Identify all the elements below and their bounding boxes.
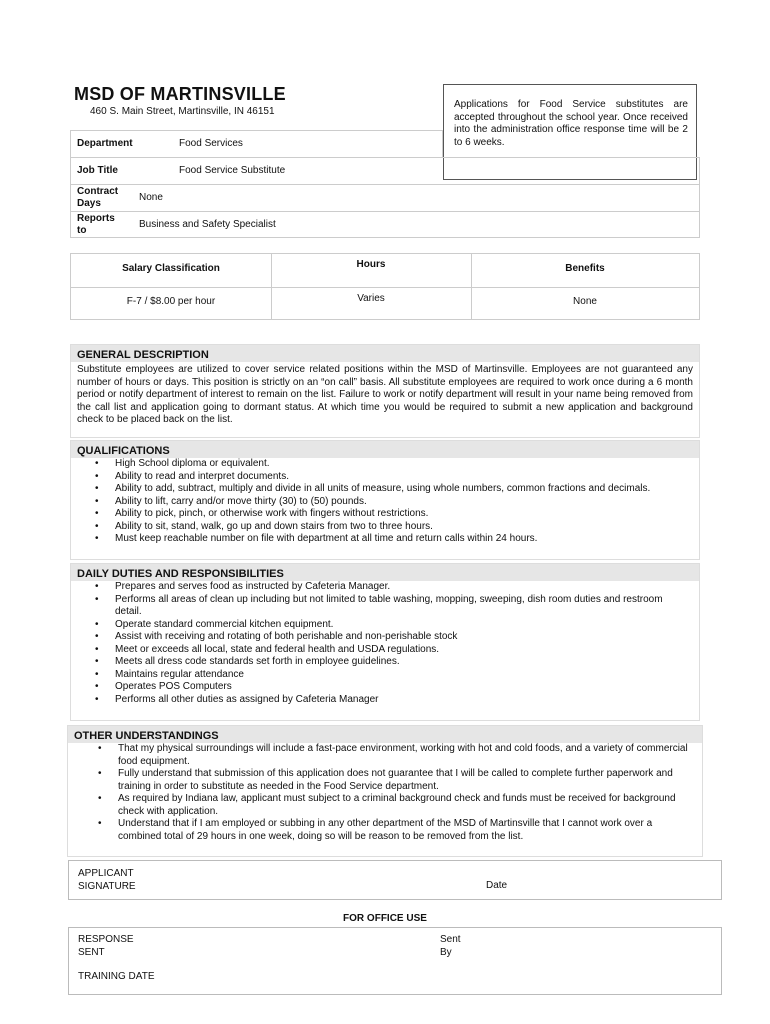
department-label: Department bbox=[77, 138, 133, 149]
general-description-section bbox=[70, 344, 700, 438]
response-sent-label bbox=[78, 934, 134, 959]
other-understandings-section bbox=[67, 725, 703, 857]
list-item: • Assist with receiving and rotating of both perishable and non-perishable stock bbox=[115, 631, 679, 644]
salary-table bbox=[70, 253, 700, 320]
hours-value: Varies bbox=[357, 293, 385, 304]
qualifications-list bbox=[71, 458, 699, 546]
list-item: • Maintains regular attendance bbox=[115, 669, 679, 682]
daily-duties-heading: DAILY DUTIES AND RESPONSIBILITIES bbox=[71, 564, 699, 581]
list-item: • As required by Indiana law, applicant must subject to a criminal background check and funds must be received for background check with application. bbox=[118, 793, 688, 818]
training-date-label: TRAINING DATE bbox=[78, 971, 155, 982]
applicant-label-line1: APPLICANT bbox=[78, 868, 134, 879]
list-item: • Ability to add, subtract, multiply and divide in all units of measure, using whole numbers, common fractions and decimals. bbox=[115, 483, 699, 496]
benefits-column bbox=[471, 254, 699, 319]
list-item: • Fully understand that submission of this application does not guarantee that I will be called to complete further paperwork and training in order to substitute as needed in the Food Service department. bbox=[118, 768, 688, 793]
qualifications-section bbox=[70, 440, 700, 560]
list-item: • Must keep reachable number on file with department at all time and return calls within 24 hours. bbox=[115, 533, 699, 546]
qualifications-heading: QUALIFICATIONS bbox=[71, 441, 699, 458]
list-item: • Meets all dress code standards set forth in employee guidelines. bbox=[115, 656, 679, 669]
reports-label-line2: to bbox=[77, 225, 87, 236]
office-use-heading: FOR OFFICE USE bbox=[343, 913, 427, 924]
contract-days-row bbox=[70, 184, 700, 211]
daily-duties-section bbox=[70, 563, 700, 721]
applicant-label-line2: SIGNATURE bbox=[78, 880, 136, 892]
department-value: Food Services bbox=[179, 138, 243, 149]
salary-classification-value: F-7 / $8.00 per hour bbox=[126, 296, 216, 307]
response-label-line2: SENT bbox=[78, 946, 105, 958]
department-row bbox=[70, 130, 443, 157]
general-description-heading: GENERAL DESCRIPTION bbox=[71, 345, 699, 362]
reports-to-row bbox=[70, 211, 700, 238]
sent-by-label bbox=[440, 934, 461, 959]
job-title-value: Food Service Substitute bbox=[179, 165, 286, 176]
application-notice-text: Applications for Food Service substitutes are accepted throughout the school year. Once received into the administration office response time will be 2 to 6 weeks. bbox=[454, 99, 688, 148]
sent-label-line2: By bbox=[440, 946, 452, 958]
salary-classification-header: Salary Classification bbox=[122, 263, 220, 274]
list-item: • Ability to lift, carry and/or move thirty (30) to (50) pounds. bbox=[115, 496, 699, 509]
reports-label-line1: Reports bbox=[77, 213, 115, 224]
job-title-label: Job Title bbox=[77, 165, 118, 176]
list-item: • Meet or exceeds all local, state and federal health and USDA regulations. bbox=[115, 644, 679, 657]
job-title-row bbox=[70, 157, 700, 184]
reports-to-value: Business and Safety Specialist bbox=[139, 219, 276, 230]
applicant-signature-label bbox=[78, 868, 136, 893]
benefits-value: None bbox=[573, 296, 597, 307]
list-item: • Operates POS Computers bbox=[115, 681, 679, 694]
contract-label-line2: Days bbox=[77, 198, 101, 209]
response-label-line1: RESPONSE bbox=[78, 934, 134, 945]
hours-column bbox=[271, 254, 472, 319]
date-label: Date bbox=[486, 880, 508, 891]
general-description-text: Substitute employees are utilized to cover service related positions within the MSD of Martinsville. Employees are not guaranteed any number of hours or days. This position is strictly on an “on call” basis. All substitute employees are required to work once during a 6 month period or notify department of interest to remain on the list. Failure to work or notify department will result in your name being removed from the call list and application going to dormant status. At which time you would be required to submit a new application and background check to be placed back on the list. bbox=[77, 364, 693, 425]
daily-duties-list bbox=[71, 581, 699, 706]
list-item: • Performs all other duties as assigned by Cafeteria Manager bbox=[115, 694, 679, 707]
contract-days-label bbox=[77, 186, 118, 210]
list-item: • Ability to sit, stand, walk, go up and down stairs from two to three hours. bbox=[115, 521, 699, 534]
reports-to-label bbox=[77, 213, 115, 237]
sent-label-line1: Sent bbox=[440, 934, 461, 945]
list-item: • Operate standard commercial kitchen equipment. bbox=[115, 619, 679, 632]
salary-classification-column bbox=[71, 254, 272, 319]
org-address: 460 S. Main Street, Martinsville, IN 46151 bbox=[90, 106, 275, 117]
org-name: MSD OF MARTINSVILLE bbox=[74, 84, 286, 104]
contract-label-line1: Contract bbox=[77, 186, 119, 197]
job-info-table bbox=[70, 130, 700, 238]
list-item: • Prepares and serves food as instructed by Cafeteria Manager. bbox=[115, 581, 679, 594]
benefits-header: Benefits bbox=[565, 263, 605, 274]
list-item: • Ability to read and interpret documents. bbox=[115, 471, 699, 484]
signature-box[interactable] bbox=[68, 860, 722, 900]
list-item: • High School diploma or equivalent. bbox=[115, 458, 699, 471]
list-item: • That my physical surroundings will include a fast-pace environment, working with hot and cold foods, and a variety of commercial food equipment. bbox=[118, 743, 688, 768]
other-understandings-list bbox=[68, 743, 702, 843]
list-item: • Understand that if I am employed or subbing in any other department of the MSD of Martinsville that I cannot work over a combined total of 29 hours in one week, doing so will be reason to be removed from the list. bbox=[118, 818, 688, 843]
list-item: • Performs all areas of clean up including but not limited to table washing, mopping, sweeping, dish room duties and restroom detail. bbox=[115, 594, 679, 619]
hours-header: Hours bbox=[356, 259, 386, 270]
list-item: • Ability to pick, pinch, or otherwise work with fingers without restrictions. bbox=[115, 508, 699, 521]
office-use-box bbox=[68, 927, 722, 995]
contract-days-value: None bbox=[139, 192, 163, 203]
other-understandings-heading: OTHER UNDERSTANDINGS bbox=[68, 726, 702, 743]
